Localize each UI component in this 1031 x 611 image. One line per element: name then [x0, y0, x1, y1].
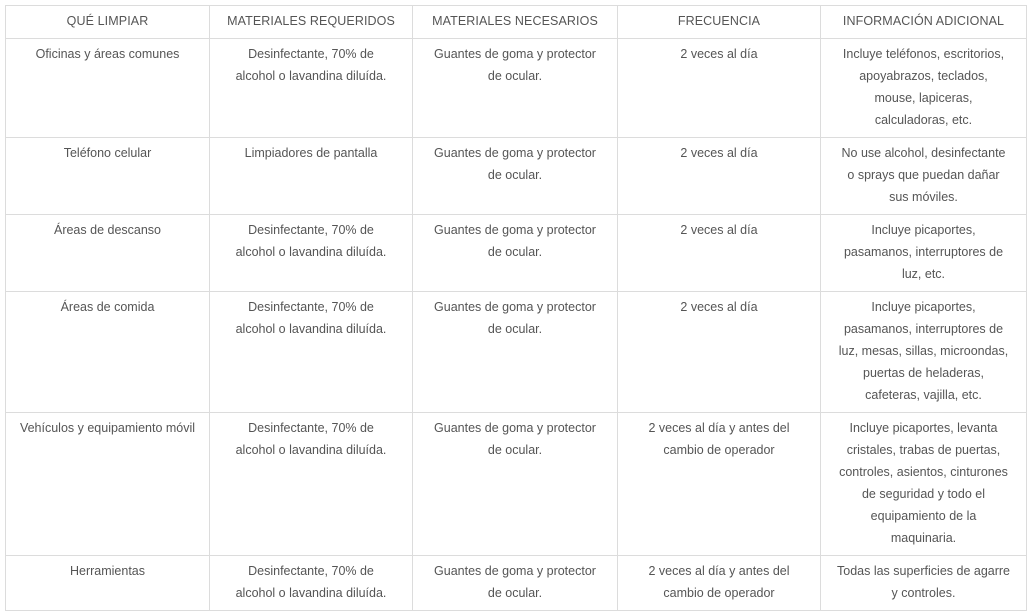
- cell-materiales-requeridos: Desinfectante, 70% de alcohol o lavandina diluída.: [210, 39, 413, 138]
- cell-informacion-adicional: Incluye teléfonos, escritorios, apoyabrazos, teclados, mouse, lapiceras, calculadoras, etc.: [821, 39, 1027, 138]
- cell-informacion-adicional: Todas las superficies de agarre y controles.: [821, 556, 1027, 611]
- cell-materiales-necesarios: Guantes de goma y protector de ocular.: [413, 39, 618, 138]
- cell-materiales-requeridos: Desinfectante, 70% de alcohol o lavandina diluída.: [210, 292, 413, 413]
- cell-materiales-requeridos: Desinfectante, 70% de alcohol o lavandina diluída.: [210, 215, 413, 292]
- header-informacion-adicional: INFORMACIÓN ADICIONAL: [821, 6, 1027, 39]
- header-que-limpiar: QUÉ LIMPIAR: [6, 6, 210, 39]
- cell-frecuencia: 2 veces al día y antes del cambio de operador: [618, 556, 821, 611]
- table-row: [6, 556, 1027, 611]
- cell-materiales-necesarios: Guantes de goma y protector de ocular.: [413, 556, 618, 611]
- cell-que-limpiar: Áreas de descanso: [6, 215, 210, 292]
- table-row: [6, 215, 1027, 292]
- table-body: [6, 39, 1027, 611]
- cell-materiales-necesarios: Guantes de goma y protector de ocular.: [413, 138, 618, 215]
- cell-materiales-necesarios: Guantes de goma y protector de ocular.: [413, 215, 618, 292]
- header-frecuencia: FRECUENCIA: [618, 6, 821, 39]
- cell-materiales-requeridos: Limpiadores de pantalla: [210, 138, 413, 215]
- cell-frecuencia: 2 veces al día: [618, 138, 821, 215]
- cell-materiales-necesarios: Guantes de goma y protector de ocular.: [413, 413, 618, 556]
- cell-materiales-necesarios: Guantes de goma y protector de ocular.: [413, 292, 618, 413]
- header-row: [6, 6, 1027, 39]
- cell-informacion-adicional: Incluye picaportes, levanta cristales, trabas de puertas, controles, asientos, cinturones de seguridad y todo el equipamiento de la maquinaria.: [821, 413, 1027, 556]
- cell-que-limpiar: Teléfono celular: [6, 138, 210, 215]
- table-header: [6, 6, 1027, 39]
- cell-frecuencia: 2 veces al día: [618, 292, 821, 413]
- cell-frecuencia: 2 veces al día y antes del cambio de operador: [618, 413, 821, 556]
- table-row: [6, 138, 1027, 215]
- cell-materiales-requeridos: Desinfectante, 70% de alcohol o lavandina diluída.: [210, 413, 413, 556]
- cell-materiales-requeridos: Desinfectante, 70% de alcohol o lavandina diluída.: [210, 556, 413, 611]
- cell-frecuencia: 2 veces al día: [618, 39, 821, 138]
- cell-que-limpiar: Áreas de comida: [6, 292, 210, 413]
- cell-informacion-adicional: Incluye picaportes, pasamanos, interruptores de luz, etc.: [821, 215, 1027, 292]
- table-row: [6, 413, 1027, 556]
- cell-que-limpiar: Oficinas y áreas comunes: [6, 39, 210, 138]
- table-row: [6, 39, 1027, 138]
- cell-que-limpiar: Vehículos y equipamiento móvil: [6, 413, 210, 556]
- cleaning-schedule-table: [5, 5, 1027, 611]
- header-materiales-requeridos: MATERIALES REQUERIDOS: [210, 6, 413, 39]
- cell-informacion-adicional: No use alcohol, desinfectante o sprays que puedan dañar sus móviles.: [821, 138, 1027, 215]
- cell-frecuencia: 2 veces al día: [618, 215, 821, 292]
- header-materiales-necesarios: MATERIALES NECESARIOS: [413, 6, 618, 39]
- table-row: [6, 292, 1027, 413]
- cell-informacion-adicional: Incluye picaportes, pasamanos, interruptores de luz, mesas, sillas, microondas, puertas de heladeras, cafeteras, vajilla, etc.: [821, 292, 1027, 413]
- cell-que-limpiar: Herramientas: [6, 556, 210, 611]
